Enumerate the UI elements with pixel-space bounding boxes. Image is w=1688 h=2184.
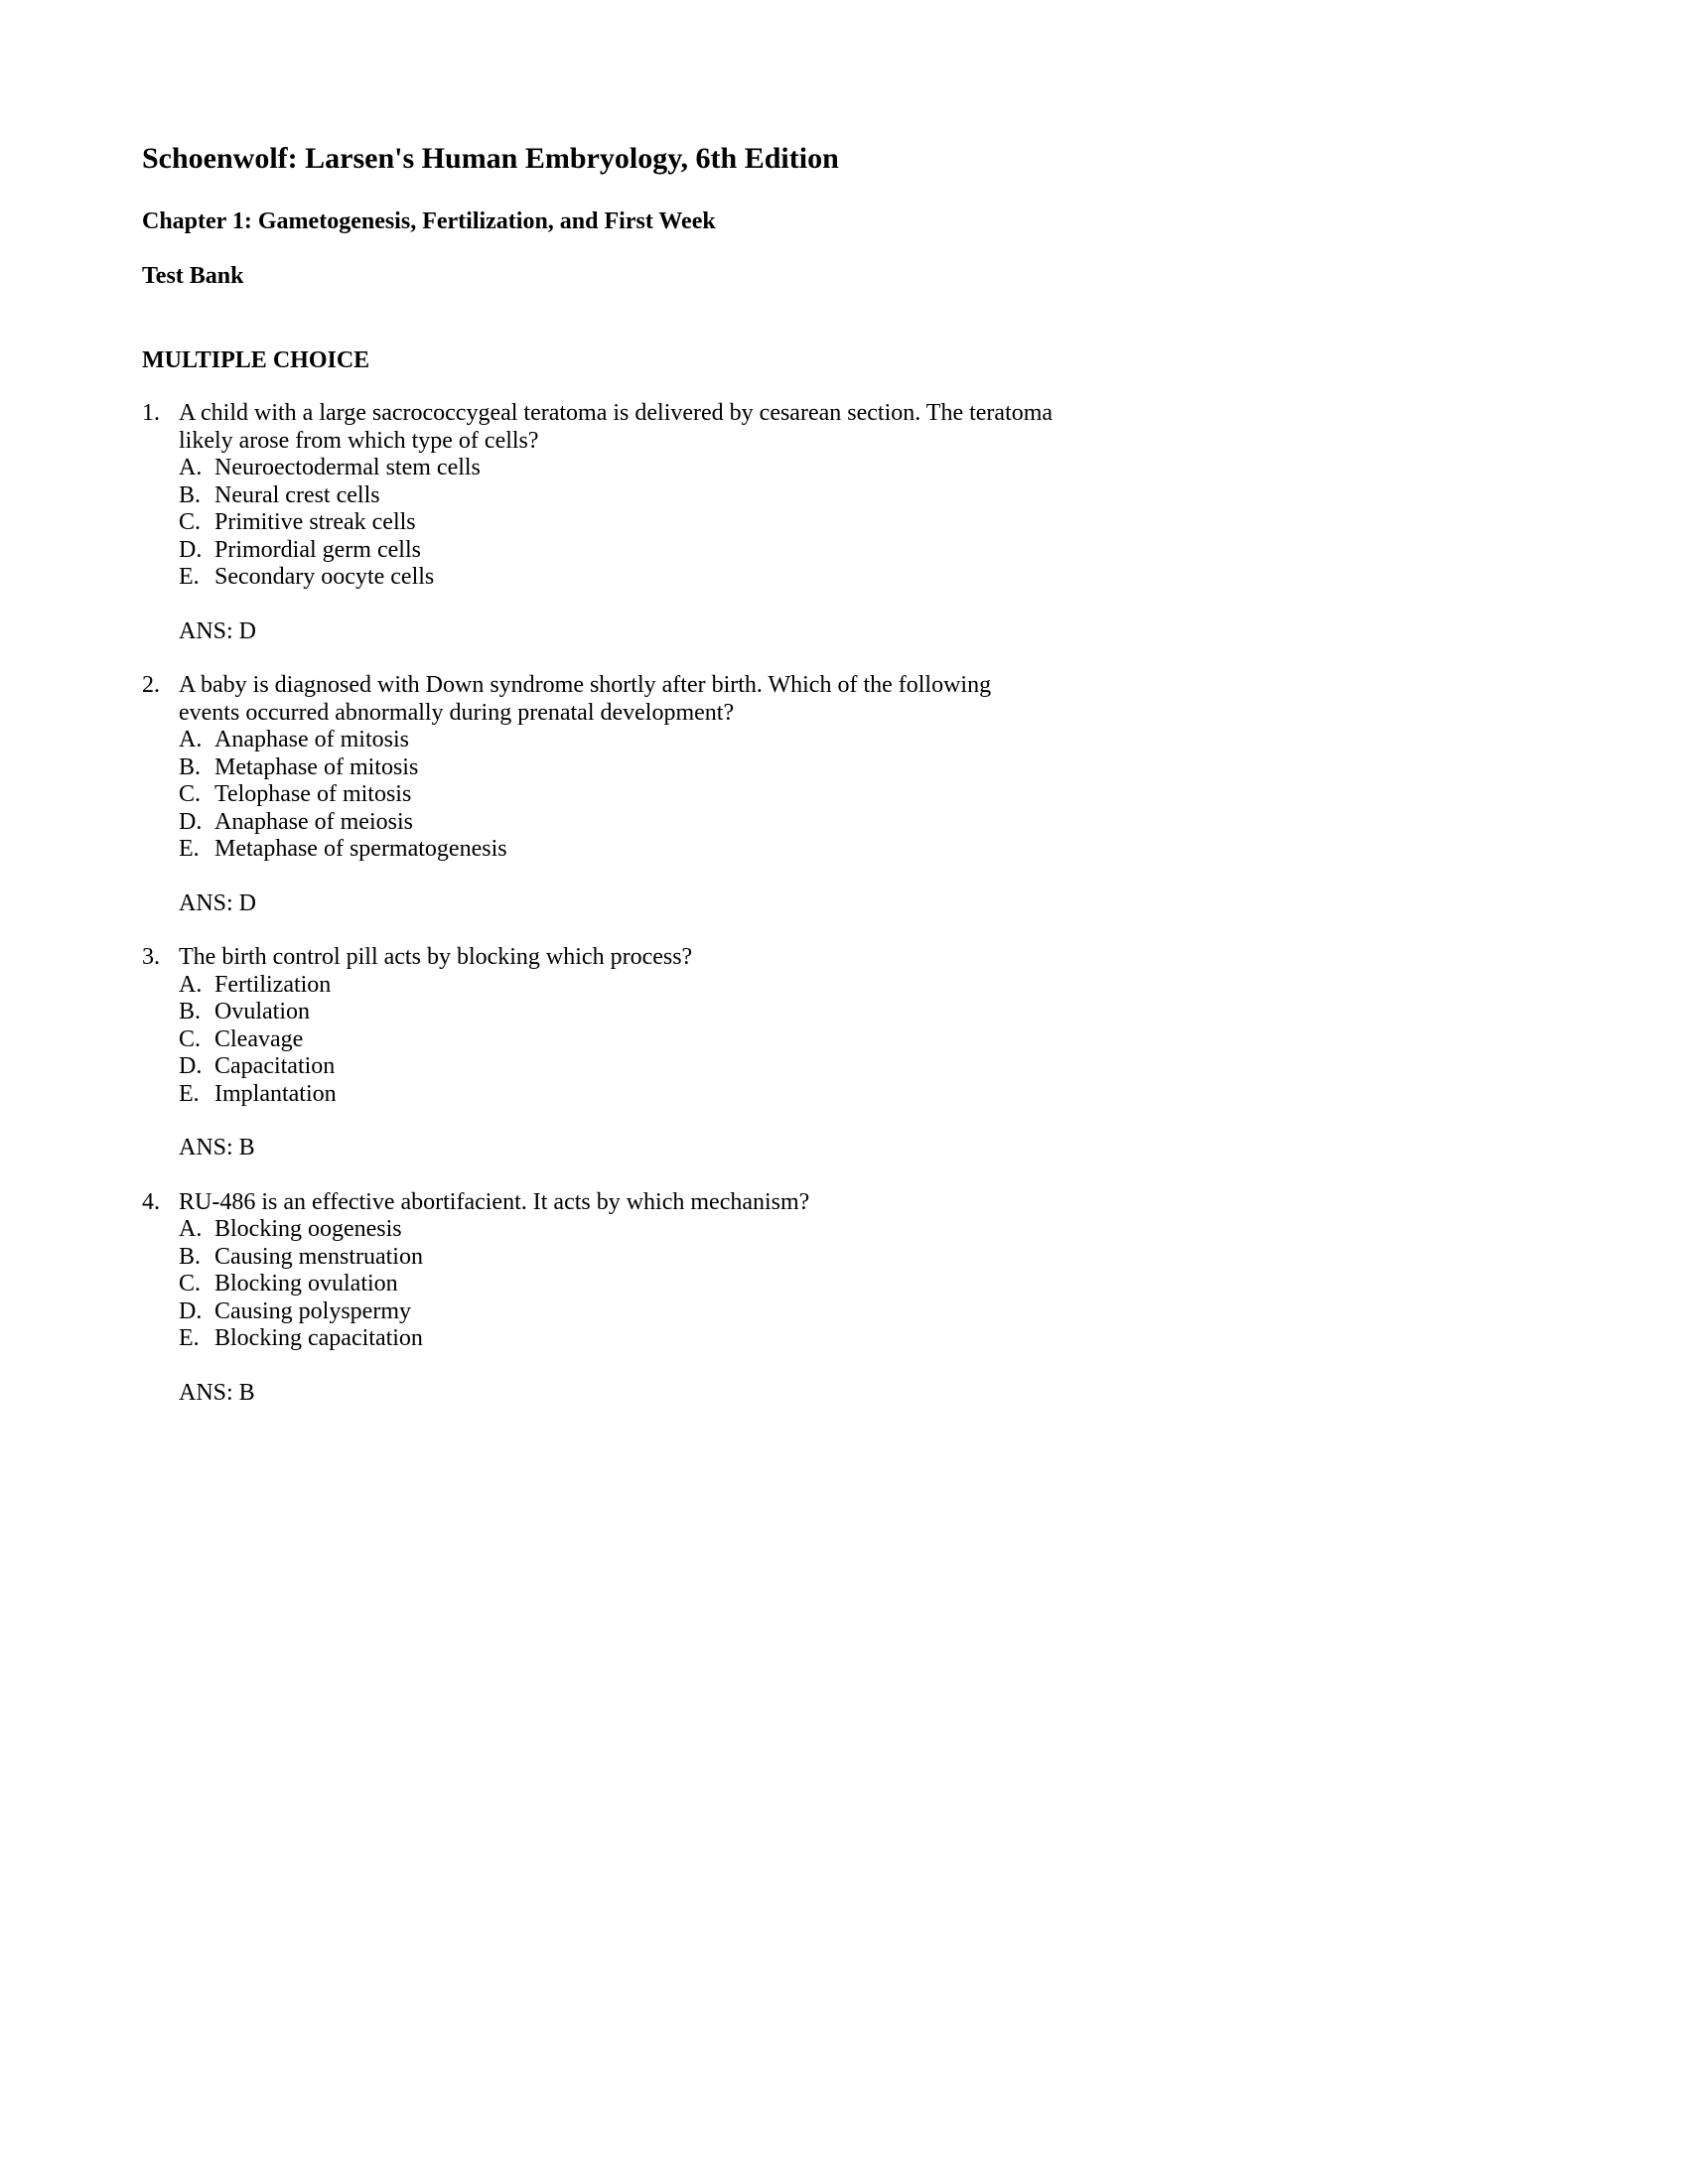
question-list <box>142 400 1055 1407</box>
choice-item <box>179 509 1055 537</box>
answer-line: ANS: B <box>179 1135 255 1160</box>
choice-letter: C. <box>179 509 202 535</box>
choice-letter: C. <box>179 781 202 807</box>
choice-letter: B. <box>179 753 202 780</box>
choice-item <box>179 537 1055 565</box>
chapter-heading: Chapter 1: Gametogenesis, Fertilization, and First Week <box>142 208 716 234</box>
choice-item <box>179 1325 1055 1353</box>
choice-item <box>179 972 1055 1000</box>
question-number: 1. <box>142 400 160 426</box>
choice-list <box>179 972 1055 1109</box>
choice-text: Anaphase of mitosis <box>214 727 409 752</box>
answer-line: ANS: B <box>179 1379 255 1406</box>
choice-letter: C. <box>179 1271 202 1297</box>
testbank-heading: Test Bank <box>142 263 244 289</box>
choice-item <box>179 564 1055 592</box>
choice-letter: A. <box>179 971 203 998</box>
choice-item <box>179 455 1055 482</box>
choice-letter: D. <box>179 1297 203 1324</box>
question-block <box>142 1189 1055 1408</box>
question-number: 4. <box>142 1188 160 1215</box>
choice-letter: B. <box>179 999 202 1024</box>
choice-text: Anaphase of meiosis <box>214 808 413 835</box>
choice-text: Blocking capacitation <box>214 1325 423 1351</box>
choice-letter: E. <box>179 1080 200 1107</box>
choice-item <box>179 781 1055 809</box>
document-title: Schoenwolf: Larsen's Human Embryology, 6th Edition <box>142 142 839 175</box>
choice-text: Blocking oogenesis <box>214 1216 402 1242</box>
choice-text: Metaphase of spermatogenesis <box>214 836 507 862</box>
choice-list <box>179 1216 1055 1353</box>
choice-letter: D. <box>179 1053 203 1079</box>
choice-letter: E. <box>179 1325 200 1351</box>
choice-item <box>179 1271 1055 1298</box>
choice-text: Telophase of mitosis <box>214 781 412 807</box>
document-content <box>142 141 1055 1407</box>
choice-letter: E. <box>179 836 200 862</box>
choice-text: Blocking ovulation <box>214 1271 398 1297</box>
choice-text: Capacitation <box>214 1053 336 1079</box>
choice-letter: D. <box>179 808 203 835</box>
question-body <box>179 400 1055 645</box>
question-text: A child with a large sacrococcygeal teratoma is delivered by cesarean section. The teratoma likely arose from which type of cells? <box>179 400 1054 454</box>
choice-letter: A. <box>179 1216 203 1242</box>
question-body <box>179 1189 1055 1408</box>
multiple-choice-heading: MULTIPLE CHOICE <box>142 347 370 373</box>
choice-item <box>179 809 1055 837</box>
choice-text: Primitive streak cells <box>214 509 416 535</box>
question-number: 3. <box>142 944 160 970</box>
choice-text: Neural crest cells <box>214 481 380 508</box>
choice-item <box>179 836 1055 864</box>
choice-letter: C. <box>179 1025 202 1052</box>
question-block <box>142 400 1055 645</box>
choice-text: Secondary oocyte cells <box>214 564 435 590</box>
choice-text: Neuroectodermal stem cells <box>214 455 481 480</box>
choice-text: Causing polyspermy <box>214 1297 411 1324</box>
question-text: RU-486 is an effective abortifacient. It acts by which mechanism? <box>179 1188 810 1215</box>
question-body <box>179 672 1055 917</box>
choice-list <box>179 727 1055 864</box>
choice-text: Primordial germ cells <box>214 536 421 563</box>
choice-text: Ovulation <box>214 999 310 1024</box>
choice-text: Implantation <box>214 1080 337 1107</box>
question-number: 2. <box>142 672 160 698</box>
choice-item <box>179 1298 1055 1326</box>
choice-text: Fertilization <box>214 971 332 998</box>
choice-letter: B. <box>179 1243 202 1270</box>
choice-item <box>179 1216 1055 1244</box>
choice-letter: E. <box>179 564 200 590</box>
answer-line: ANS: D <box>179 889 257 916</box>
choice-list <box>179 455 1055 592</box>
choice-item <box>179 727 1055 754</box>
question-block <box>142 944 1055 1162</box>
choice-item <box>179 754 1055 782</box>
choice-letter: A. <box>179 455 203 480</box>
question-text: The birth control pill acts by blocking which process? <box>179 944 693 970</box>
answer-line: ANS: D <box>179 617 257 644</box>
choice-letter: D. <box>179 536 203 563</box>
choice-item <box>179 1244 1055 1272</box>
choice-text: Metaphase of mitosis <box>214 753 419 780</box>
choice-text: Cleavage <box>214 1025 304 1052</box>
question-body <box>179 944 1055 1162</box>
choice-item <box>179 482 1055 510</box>
choice-item <box>179 1053 1055 1081</box>
choice-item <box>179 1026 1055 1054</box>
choice-text: Causing menstruation <box>214 1243 423 1270</box>
choice-item <box>179 999 1055 1026</box>
choice-letter: A. <box>179 727 203 752</box>
choice-letter: B. <box>179 481 202 508</box>
question-text: A baby is diagnosed with Down syndrome shortly after birth. Which of the following events occurred abnormally during prenatal development? <box>179 672 992 726</box>
choice-item <box>179 1081 1055 1109</box>
question-block <box>142 672 1055 917</box>
